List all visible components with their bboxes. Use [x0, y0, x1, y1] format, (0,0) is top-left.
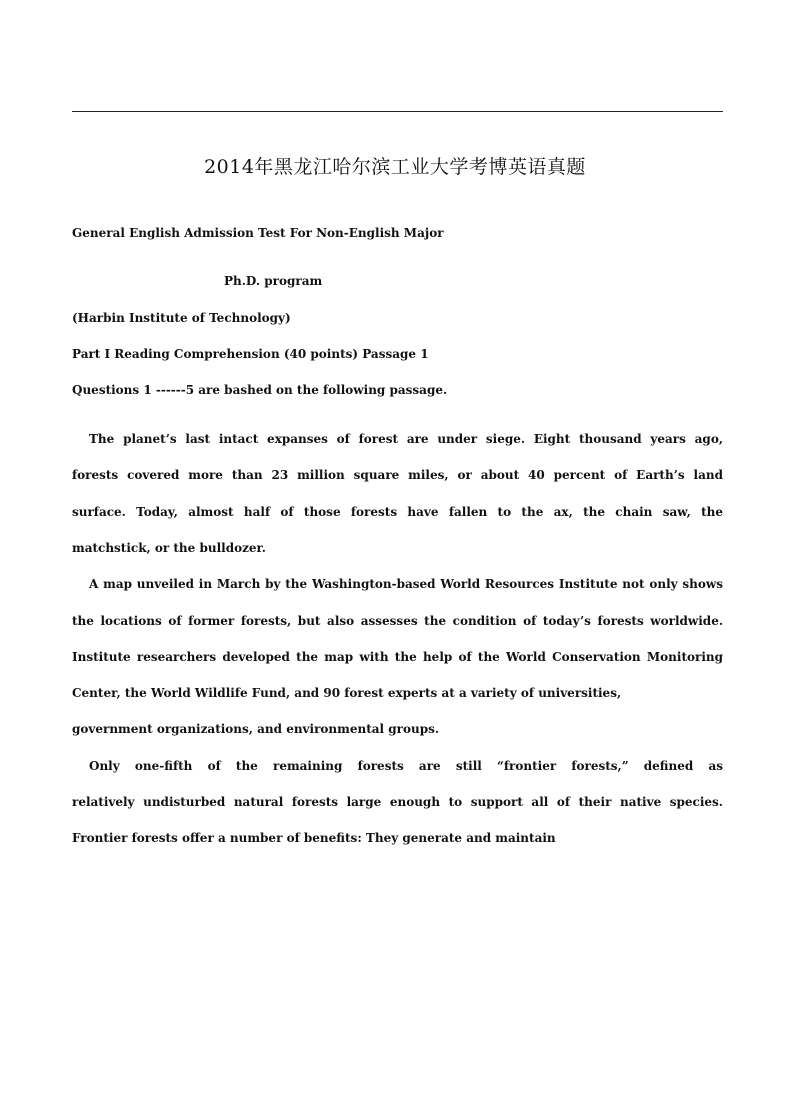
passage-line: forests covered more than 23 million square miles, or about 40 percent of Earth’s land	[72, 468, 723, 482]
passage-line: government organizations, and environmental groups.	[72, 722, 440, 736]
passage-line: Only one-fifth of the remaining forests are still “frontier forests,” defined as	[89, 759, 723, 773]
institution-line: (Harbin Institute of Technology)	[72, 311, 291, 325]
instructions-line: Questions 1 ------5 are bashed on the following passage.	[72, 383, 448, 397]
document-title: 2014年黑龙江哈尔滨工业大学考博英语真题	[204, 156, 586, 178]
test-name: General English Admission Test For Non-English Major	[72, 226, 444, 240]
passage-line: surface. Today, almost half of those forests have fallen to the ax, the chain saw, the	[72, 505, 723, 519]
passage-line: A map unveiled in March by the Washington-based World Resources Institute not only shows	[89, 577, 723, 591]
passage-line: Frontier forests offer a number of benefits: They generate and maintain	[72, 831, 556, 845]
program-line: Ph.D. program	[224, 274, 323, 288]
passage-line: The planet’s last intact expanses of forest are under siege. Eight thousand years ago,	[89, 432, 723, 446]
passage-line: the locations of former forests, but also assesses the condition of today’s forests worldwide.	[72, 614, 723, 628]
part-heading: Part I Reading Comprehension (40 points) Passage 1	[72, 347, 429, 361]
passage-line: relatively undisturbed natural forests large enough to support all of their native species.	[72, 795, 723, 809]
passage-line: Institute researchers developed the map with the help of the World Conservation Monitoring	[72, 650, 723, 664]
header-rule	[72, 111, 723, 112]
passage-line: matchstick, or the bulldozer.	[72, 541, 266, 555]
passage-line: Center, the World Wildlife Fund, and 90 forest experts at a variety of universities,	[72, 686, 622, 700]
